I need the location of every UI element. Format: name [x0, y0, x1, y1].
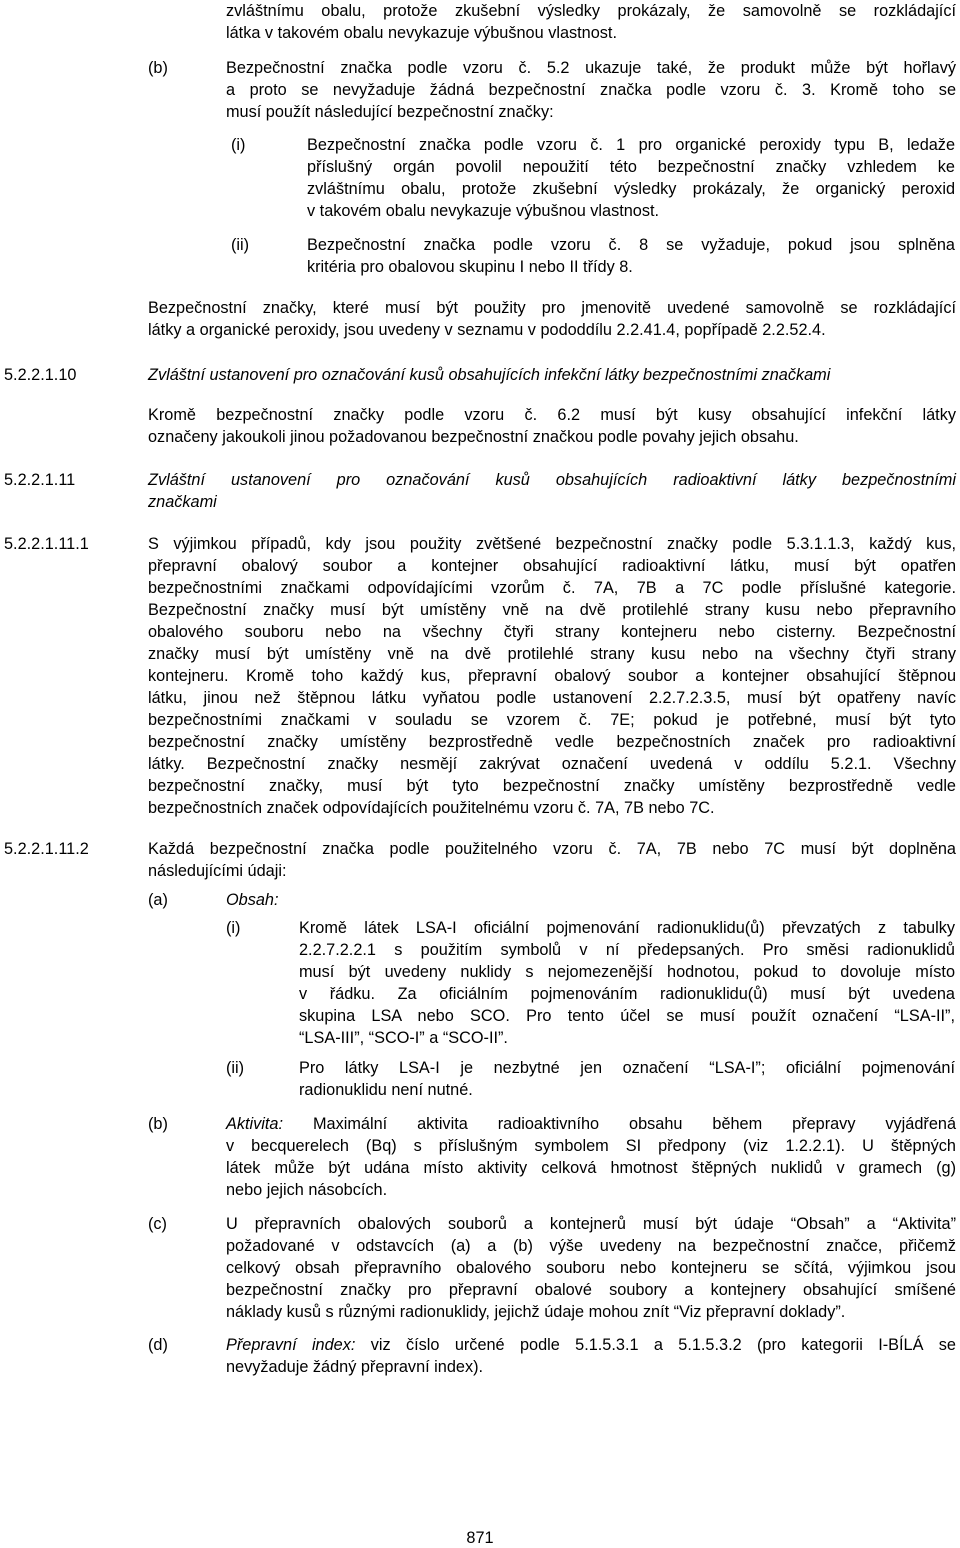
- paragraph-line: příslušný orgán povolil nepoužití této bezpečnostní značky vzhledem ke: [307, 158, 955, 176]
- paragraph-line: bezpečnostními značkami v souladu se vzorem č. 7E; pokud je potřebné, musí být tyto: [148, 711, 956, 729]
- paragraph-line: “LSA-III”, “SCO-I” a “SCO-II”.: [299, 1029, 508, 1047]
- paragraph-line: Bezpečnostní značka podle vzoru č. 8 se vyžaduje, pokud jsou splněna: [307, 236, 955, 254]
- paragraph-line: [226, 1334, 956, 1356]
- item-label-c: (c): [148, 1215, 167, 1233]
- paragraph-line: požadované v odstavcích (a) a (b) výše uvedeny na bezpečnostní značce, přičemž: [226, 1237, 956, 1255]
- paragraph-line: [226, 1113, 956, 1135]
- paragraph-line: radionuklidu není nutné.: [299, 1081, 473, 1099]
- paragraph-line: přepravní obalový soubor a kontejner obsahující radioaktivní látku, musí být opatřen: [148, 557, 956, 575]
- item-label-i: (i): [231, 136, 246, 154]
- paragraph-line: musí použít následující bezpečnostní značky:: [226, 103, 554, 121]
- paragraph-line: a proto se nevyžaduje žádná bezpečnostní značka podle vzoru č. 3. Kromě toho se: [226, 81, 956, 99]
- paragraph-line: 2.2.7.2.2.1 s použitím symbolů v ní předepsaných. Pro směsi radionuklidů: [299, 941, 955, 959]
- paragraph-line: kontejneru. Kromě toho každý kus, přepravní obalový soubor a kontejner obsahující štěpnou: [148, 667, 956, 685]
- item-term: Aktivita:: [226, 1115, 284, 1133]
- item-label-ii: (ii): [226, 1059, 245, 1077]
- paragraph-line: značky musí být umístěny vně na dvě protilehlé strany kusu nebo na všechny čtyři strany: [148, 645, 956, 663]
- paragraph-line: celkový obsah přepravního obalového souboru nebo kontejneru se sčítá, výjimkou jsou: [226, 1259, 956, 1277]
- item-label-b: (b): [148, 59, 168, 77]
- paragraph-line: bezpečnostními značkami odpovídajícími vzorům č. 7A, 7B a 7C podle příslušné kategorie.: [148, 579, 956, 597]
- paragraph-line: Kromě bezpečnostní značky podle vzoru č. 6.2 musí být kusy obsahující infekční látky: [148, 406, 956, 424]
- paragraph-line: U přepravních obalových souborů a kontejnerů musí být údaje “Obsah” a “Aktivita”: [226, 1215, 956, 1233]
- paragraph-line: označeny jakoukoli jinou požadovanou bezpečnostní značkou podle povahy jejich obsahu.: [148, 428, 799, 446]
- paragraph-line: Pro látky LSA-I je nezbytné jen označení “LSA-I”; oficiální pojmenování: [299, 1059, 955, 1077]
- paragraph-line: skupina LSA nebo SCO. Pro tento účel se musí použít označení “LSA-II”,: [299, 1007, 955, 1025]
- section-title: Zvláštní ustanovení pro označování kusů obsahujících infekční látky bezpečnostními značkami: [148, 366, 831, 384]
- paragraph-line: látek může být udána místo aktivity celková hmotnost štěpných nuklidů v gramech (g): [226, 1159, 956, 1177]
- paragraph-line: Kromě látek LSA-I oficiální pojmenování radionuklidu(ů) převzatých z tabulky: [299, 919, 955, 937]
- section-number: 5.2.2.1.11: [4, 471, 76, 489]
- item-label-ii: (ii): [231, 236, 250, 254]
- paragraph-line: Bezpečnostní značka podle vzoru č. 5.2 ukazuje také, že produkt může být hořlavý: [226, 59, 956, 77]
- paragraph-line: Bezpečnostní značky, které musí být použity pro jmenovitě uvedené samovolně se rozkládající: [148, 299, 956, 317]
- paragraph-line: nebo jejich násobcích.: [226, 1181, 388, 1199]
- paragraph-line: bezpečnostní značky pro přepravní obalové soubory a kontejnery obsahující smíšené: [226, 1281, 956, 1299]
- paragraph-line: kritéria pro obalovou skupinu I nebo II třídy 8.: [307, 258, 633, 276]
- paragraph-line: obalového souboru nebo na všechny čtyři strany kontejneru nebo cisterny. Bezpečnostní: [148, 623, 956, 641]
- paragraph-line: v takovém obalu nevykazuje výbušnou vlastnost.: [307, 202, 660, 220]
- paragraph-line: musí být uvedeny nuklidy s nejomezenější hodnotou, pokud to dovoluje místo: [299, 963, 955, 981]
- paragraph-line: Bezpečnostní značky musí být umístěny vně na dvě protilehlé strany kusu nebo přepravního: [148, 601, 956, 619]
- section-title: značkami: [148, 493, 217, 511]
- paragraph-line: následujícími údaji:: [148, 862, 287, 880]
- section-number: 5.2.2.1.11.1: [4, 535, 89, 553]
- paragraph-line: látky a organické peroxidy, jsou uvedeny v seznamu v pododdílu 2.2.41.4, popřípadě 2.2.52.4.: [148, 321, 826, 339]
- paragraph-line: bezpečnostních značek odpovídajících použitelnému vzoru č. 7A, 7B nebo 7C.: [148, 799, 715, 817]
- paragraph-line: S výjimkou případů, kdy jsou použity zvětšené bezpečnostní značky podle 5.3.1.1.3, každý kus,: [148, 535, 956, 553]
- section-title: Zvláštní ustanovení pro označování kusů obsahujících radioaktivní látky bezpečnostními: [148, 471, 956, 489]
- continuation-line: zvláštnímu obalu, protože zkušební výsledky prokázaly, že samovolně se rozkládající: [226, 2, 956, 20]
- paragraph-line: v becquerelech (Bq) s příslušným symbolem SI předpony (viz 1.2.2.1). U štěpných: [226, 1137, 956, 1155]
- paragraph-line: Bezpečnostní značka podle vzoru č. 1 pro organické peroxidy typu B, ledaže: [307, 136, 955, 154]
- page-number: 871: [466, 1529, 494, 1547]
- item-label-a: (a): [148, 891, 168, 909]
- paragraph-line: Každá bezpečnostní značka podle použitelného vzoru č. 7A, 7B nebo 7C musí být doplněna: [148, 840, 956, 858]
- item-label-d: (d): [148, 1336, 168, 1354]
- paragraph-text: Maximální aktivita radioaktivního obsahu během přepravy vyjádřená: [283, 1115, 956, 1133]
- paragraph-line: v řádku. Za oficiálním pojmenováním radionuklidu(ů) musí být uvedena: [299, 985, 955, 1003]
- paragraph-line: látku, jinou než štěpnou látku vyňatou podle ustanovení 2.2.7.2.3.5, musí být opatřeny navíc: [148, 689, 956, 707]
- paragraph-line: látky. Bezpečnostní značky nesmějí zakrývat označení uvedená v oddílu 5.2.1. Všechny: [148, 755, 956, 773]
- item-label-i: (i): [226, 919, 241, 937]
- paragraph-text: viz číslo určené podle 5.1.5.3.1 a 5.1.5.3.2 (pro kategorii I-BÍLÁ se: [355, 1336, 956, 1354]
- section-number: 5.2.2.1.11.2: [4, 840, 89, 858]
- item-label-b: (b): [148, 1115, 168, 1133]
- continuation-line: látka v takovém obalu nevykazuje výbušnou vlastnost.: [226, 24, 617, 42]
- paragraph-line: bezpečnostní značky, musí být tyto bezpečnostní značky umístěny bezprostředně vedle: [148, 777, 956, 795]
- paragraph-line: nevyžaduje žádný přepravní index).: [226, 1358, 484, 1376]
- section-number: 5.2.2.1.10: [4, 366, 77, 384]
- paragraph-line: zvláštnímu obalu, protože zkušební výsledky prokázaly, že organický peroxid: [307, 180, 955, 198]
- paragraph-line: bezpečnostní značky umístěny bezprostředně vedle bezpečnostních značek pro radioaktivní: [148, 733, 956, 751]
- paragraph-line: náklady kusů s různými radionuklidy, jejichž údaje mohou znít “Viz přepravní doklady”.: [226, 1303, 846, 1321]
- item-term: Přepravní index:: [226, 1336, 356, 1354]
- item-term: Obsah:: [226, 891, 279, 909]
